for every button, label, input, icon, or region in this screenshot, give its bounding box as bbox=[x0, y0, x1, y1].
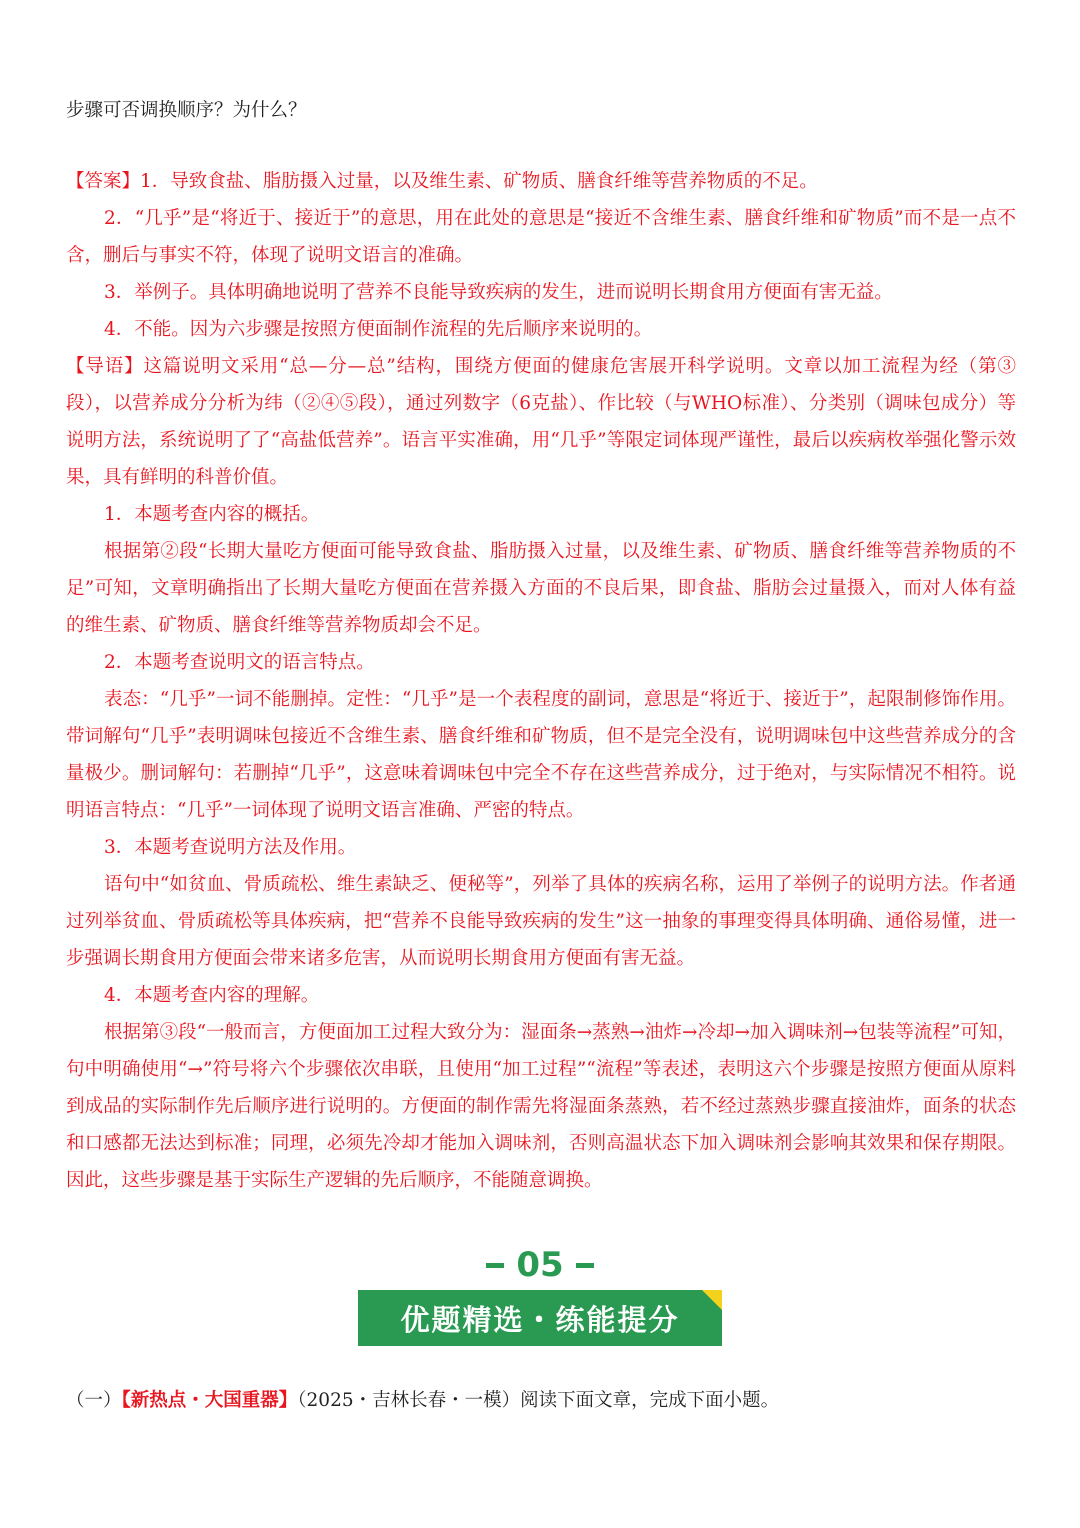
answer-line-1: 【答案】1．导致食盐、脂肪摄入过量，以及维生素、矿物质、膳食纤维等营养物质的不足。 bbox=[66, 171, 818, 192]
section-badge bbox=[358, 1240, 722, 1348]
section-title-bar bbox=[358, 1290, 722, 1346]
answer-line-3: 3．举例子。具体明确地说明了营养不良能导致疾病的发生，进而说明长期食用方便面有害无益。 bbox=[104, 282, 893, 303]
analysis-body-4: 根据第③段“一般而言，方便面加工过程大致分为：湿面条→蒸熟→油炸→冷却→加入调味剂→包装等流程”可知，句中明确使用“→”符号将六个步骤依次串联，且使用“加工过程”“流程”等表述，表明这六个步骤是按照方便面从原料到成品的实际制作先后顺序进行说明的。方便面的制作需先将湿面条蒸熟，若不经过蒸熟步骤直接油炸，面条的状态和口感都无法达到标准；同理，必须先冷却才能加入调味剂，否则高温状态下加入调味剂会影响其效果和保存期限。因此，这些步骤是基于实际生产逻辑的先后顺序，不能随意调换。 bbox=[66, 1022, 1016, 1191]
corner-triangle-icon bbox=[702, 1290, 722, 1310]
dash-right-icon bbox=[576, 1263, 594, 1268]
answer-section bbox=[66, 92, 1016, 1199]
analysis-heading-2: 2．本题考查说明文的语言特点。 bbox=[104, 652, 375, 673]
section-number-text: 05 bbox=[516, 1245, 564, 1285]
dash-left-icon bbox=[486, 1263, 504, 1268]
analysis-heading-4: 4．本题考查内容的理解。 bbox=[104, 985, 320, 1006]
next-question-prefix: （一） bbox=[66, 1390, 122, 1411]
answer-line-4: 4．不能。因为六步骤是按照方便面制作流程的先后顺序来说明的。 bbox=[104, 319, 653, 340]
analysis-body-2: 表态：“几乎”一词不能删掉。定性：“几乎”是一个表程度的副词，意思是“将近于、接近于”，起限制修饰作用。带词解句“几乎”表明调味包接近不含维生素、膳食纤维和矿物质，但不是完全没有，说明调味包中这些营养成分的含量极少。删词解句：若删掉“几乎”，这意味着调味包中完全不存在这些营养成分，过于绝对，与实际情况不相符。说明语言特点：“几乎”一词体现了说明文语言准确、严密的特点。 bbox=[66, 689, 1016, 821]
next-question-text: （2025・吉林长春・一模）阅读下面文章，完成下面小题。 bbox=[297, 1390, 780, 1411]
analysis-body-1: 根据第②段“长期大量吃方便面可能导致食盐、脂肪摄入过量，以及维生素、矿物质、膳食纤维等营养物质的不足”可知，文章明确指出了长期大量吃方便面在营养摄入方面的不良后果，即食盐、脂肪会过量摄入，而对人体有益的维生素、矿物质、膳食纤维等营养物质却会不足。 bbox=[66, 541, 1016, 636]
answer-line-2: 2．“几乎”是“将近于、接近于”的意思，用在此处的意思是“接近不含维生素、膳食纤维和矿物质”而不是一点不含，删后与事实不符，体现了说明文语言的准确。 bbox=[66, 208, 1016, 266]
hot-topic-tag: 【新热点・大国重器】 bbox=[121, 1390, 298, 1411]
next-question-line bbox=[66, 1382, 1016, 1419]
question-tail: 步骤可否调换顺序？为什么？ bbox=[66, 100, 307, 121]
section-title: 优题精选・练能提分 bbox=[400, 1302, 680, 1337]
analysis-body-3: 语句中“如贫血、骨质疏松、维生素缺乏、便秘等”，列举了具体的疾病名称，运用了举例子的说明方法。作者通过列举贫血、骨质疏松等具体疾病，把“营养不良能导致疾病的发生”这一抽象的事理变得具体明确、通俗易懂，进一步强调长期食用方便面会带来诸多危害，从而说明长期食用方便面有害无益。 bbox=[66, 874, 1016, 969]
analysis-heading-3: 3．本题考查说明方法及作用。 bbox=[104, 837, 357, 858]
section-number bbox=[358, 1240, 722, 1290]
guide-paragraph: 【导语】这篇说明文采用“总—分—总”结构，围绕方便面的健康危害展开科学说明。文章以加工流程为经（第③段），以营养成分分析为纬（②④⑤段），通过列数字（6克盐）、作比较（与WHO标准）、分类别（调味包成分）等说明方法，系统说明了了“高盐低营养”。语言平实准确，用“几乎”等限定词体现严谨性，最后以疾病枚举强化警示效果，具有鲜明的科普价值。 bbox=[66, 356, 1016, 488]
analysis-heading-1: 1．本题考查内容的概括。 bbox=[104, 504, 320, 525]
